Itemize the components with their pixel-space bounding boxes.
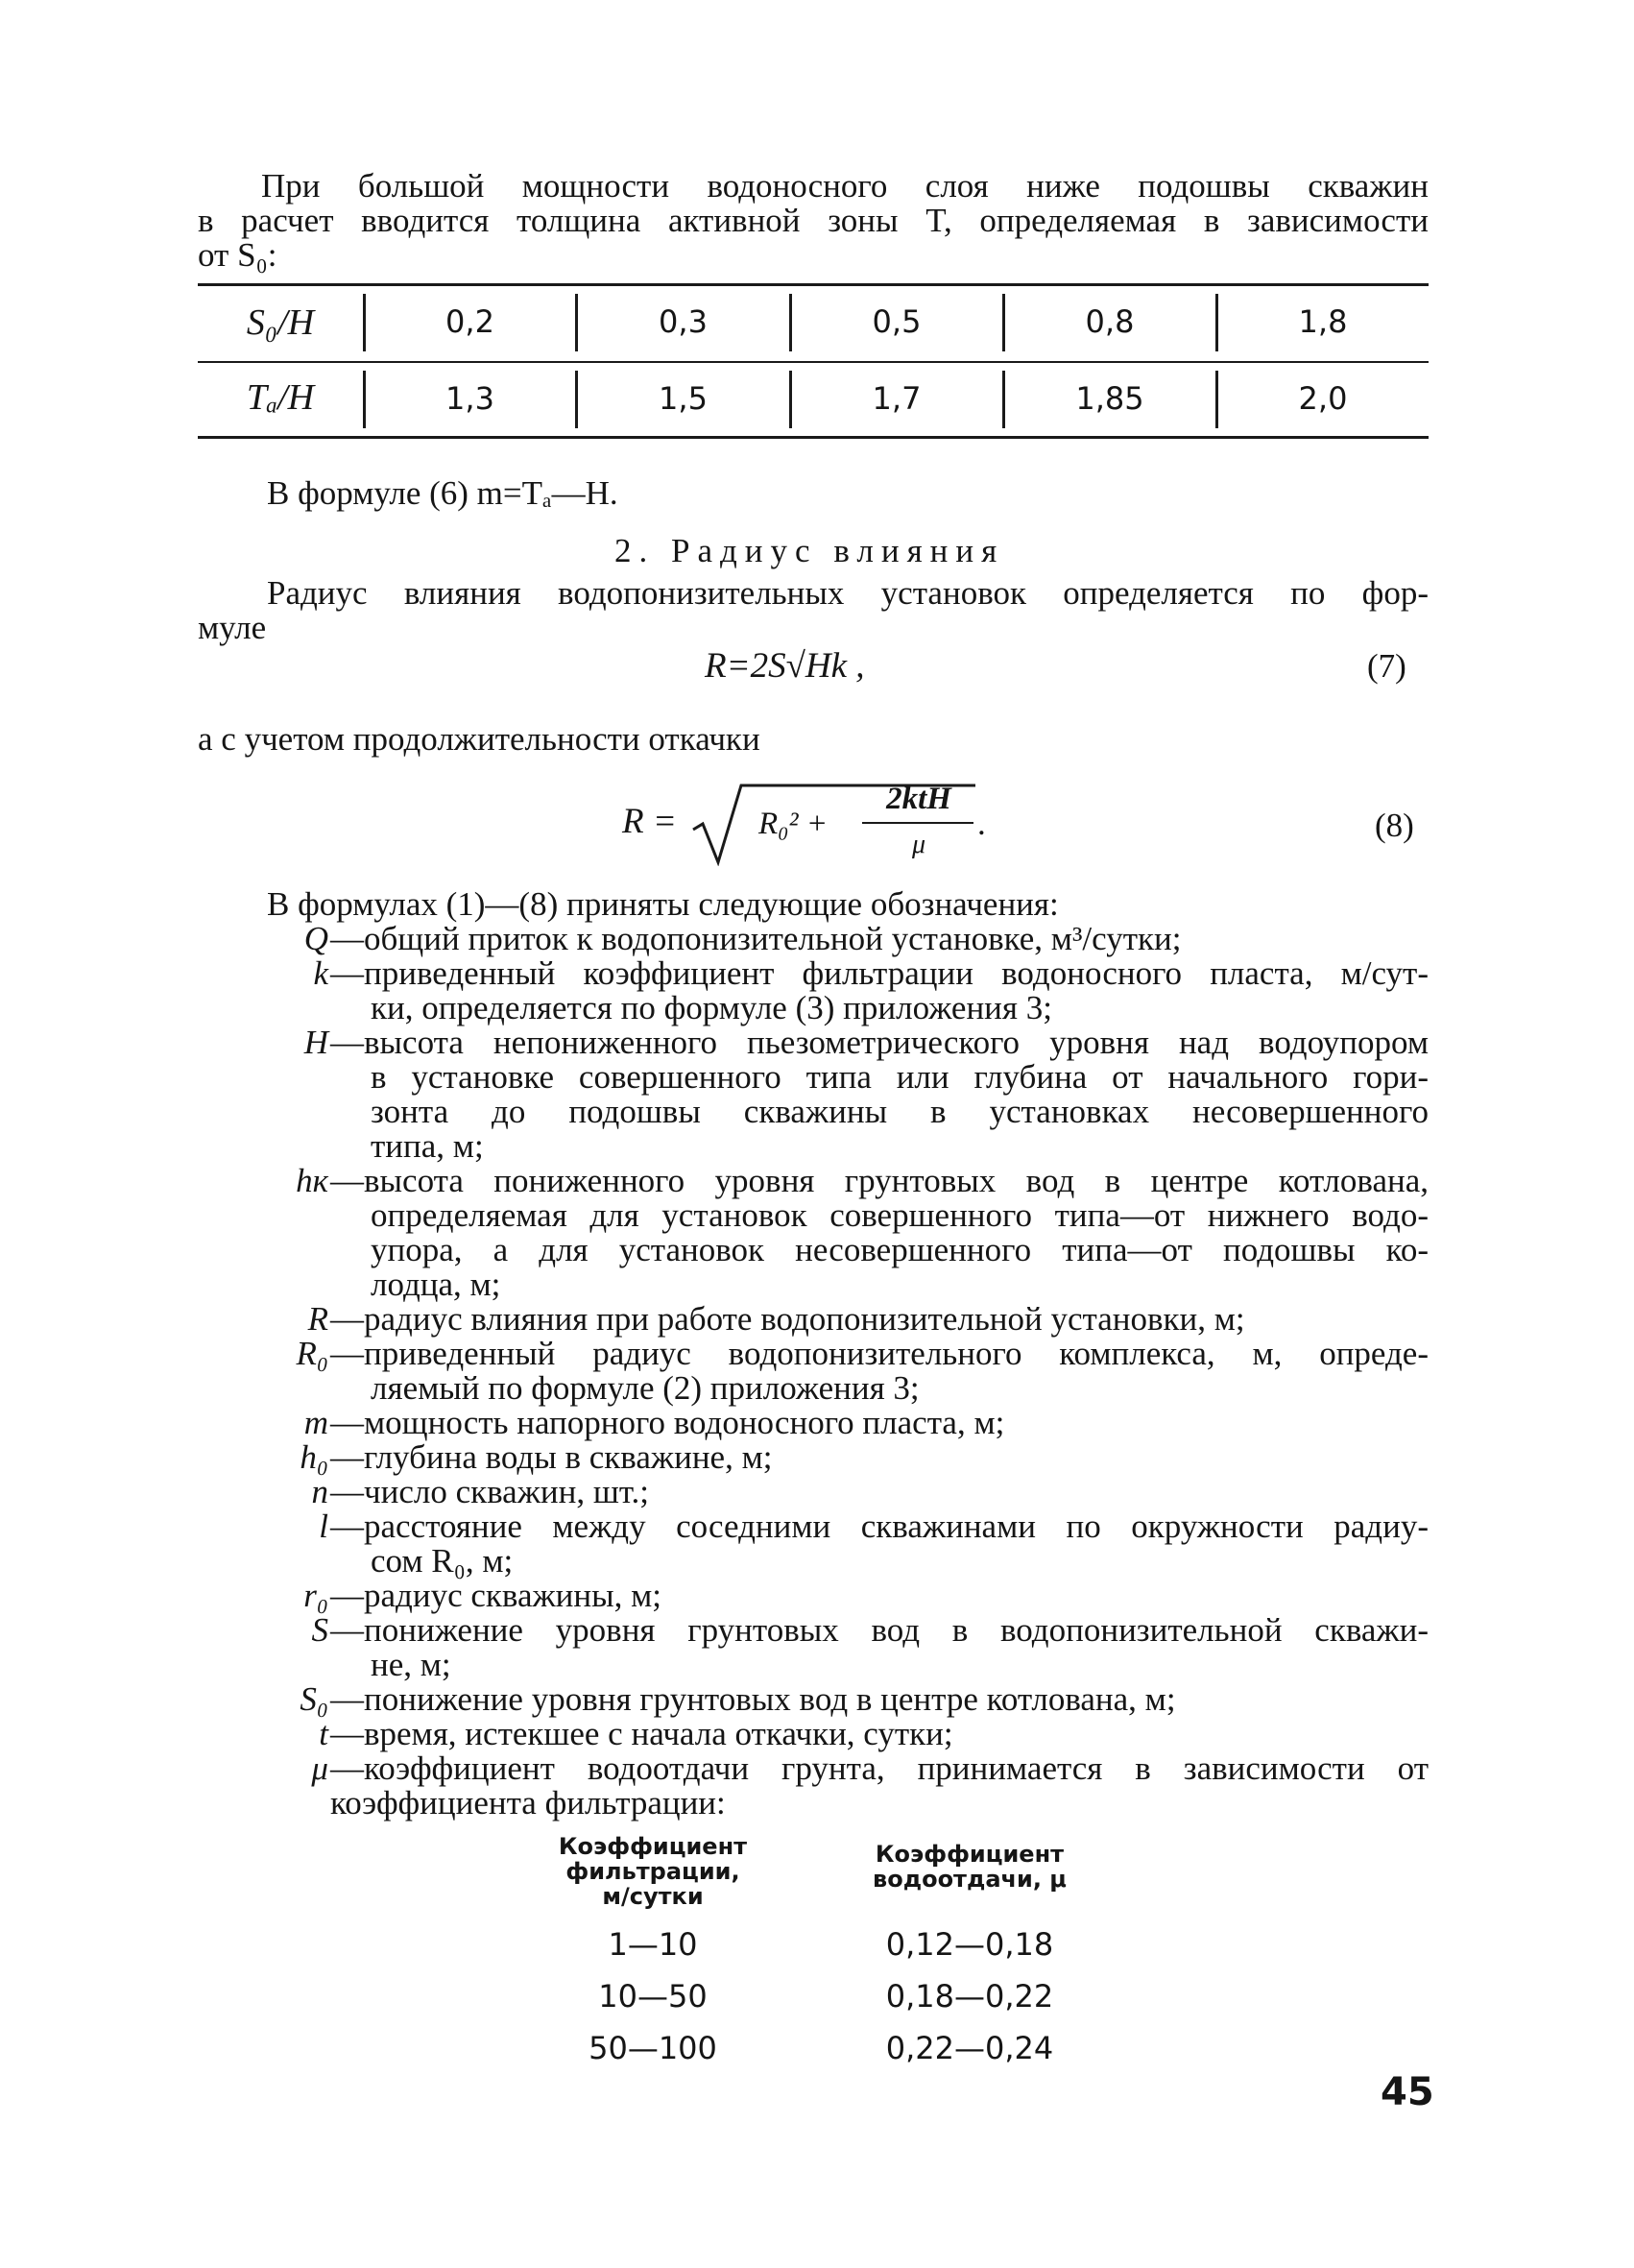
notation-text: типа, м; — [371, 1127, 484, 1165]
formula-8-dot: . — [977, 805, 986, 842]
table-cell: 1,5 — [659, 380, 708, 417]
notation-text: —время, истекшее с начала откачки, сутки; — [330, 1715, 953, 1752]
formula6-note: В формуле (6) m=Tₐ—H. — [267, 474, 618, 512]
notation-text: —понижение уровня грунтовых вод в центре котлована, м; — [330, 1680, 1176, 1718]
with-duration-text: а с учетом продолжительности откачки — [198, 720, 760, 758]
notation-text: —приведенный коэффициент фильтрации водоносного пласта, м/сут- — [330, 954, 1429, 992]
table2-col1-header-line: фильтрации, — [565, 1858, 740, 1885]
notation-text: коэффициента фильтрации: — [330, 1784, 726, 1822]
table-cell: 1,8 — [1298, 303, 1348, 340]
table-cell: 0,3 — [659, 303, 708, 340]
notation-text: —высота непониженного пьезометрического уровня над водоупором — [330, 1024, 1429, 1061]
notation-text: лодца, м; — [371, 1266, 501, 1303]
table2-cell: 10—50 — [598, 1978, 708, 2015]
table2-col2-header-line: водоотдачи, μ — [873, 1866, 1067, 1893]
notation-text: сом R₀, м; — [371, 1542, 514, 1580]
notation-text: —число скважин, шт.; — [330, 1473, 649, 1510]
table2-cell: 0,18—0,22 — [885, 1978, 1054, 2015]
notation-symbol: R₀ — [296, 1335, 328, 1372]
notation-text: —мощность напорного водоносного пласта, м; — [330, 1404, 1005, 1441]
table-cell: 0,5 — [872, 303, 922, 340]
notation-text: —коэффициент водоотдачи грунта, принимается в зависимости от — [330, 1749, 1429, 1787]
notation-text: —радиус влияния при работе водопонизительной установки, м; — [330, 1300, 1245, 1338]
table2-col1-header-line: Коэффициент — [558, 1833, 748, 1860]
formula-8-r0: R₀² + — [758, 807, 829, 841]
notation-text: зонта до подошвы скважины в установках несовершенного — [371, 1093, 1429, 1130]
notation-symbol: h₀ — [300, 1438, 328, 1476]
notation-symbol: μ — [311, 1749, 328, 1787]
fraction-bar — [862, 822, 973, 824]
notation-symbol: r₀ — [303, 1577, 328, 1614]
notation-text: ляемый по формуле (2) приложения 3; — [371, 1369, 920, 1407]
notation-symbol: n — [311, 1473, 328, 1510]
notation-symbol: hк — [296, 1162, 328, 1199]
page-number: 45 — [1381, 2070, 1434, 2114]
notation-text: —приведенный радиус водопонизительного комплекса, м, опреде- — [330, 1335, 1429, 1372]
table-row1-header: S₀/H — [246, 302, 315, 343]
notation-symbol: Q — [303, 920, 328, 957]
notation-text: упора, а для установок несовершенного типа—от подошвы ко- — [371, 1231, 1429, 1268]
table-cell: 1,3 — [445, 380, 494, 417]
notation-symbol: k — [313, 954, 328, 992]
table2-col1-header-line: м/сутки — [602, 1883, 704, 1910]
notation-text: не, м; — [371, 1646, 451, 1683]
formula-8-denominator: μ — [911, 830, 926, 859]
radius-text-line-1: Радиус влияния водопонизительных установок определяется по фор- — [267, 574, 1429, 612]
intro-line-1: При большой мощности водоносного слоя ниже подошвы скважин — [261, 167, 1429, 205]
notation-text: —расстояние между соседними скважинами по окружности радиу- — [330, 1508, 1429, 1545]
table-cell: 1,85 — [1075, 380, 1144, 417]
table2-cell: 0,22—0,24 — [885, 2030, 1054, 2066]
notation-text: —глубина воды в скважине, м; — [330, 1438, 773, 1476]
notation-text: в установке совершенного типа или глубина от начального гори- — [371, 1058, 1429, 1096]
notation-text: —радиус скважины, м; — [330, 1577, 662, 1614]
section-title: 2. Радиус влияния — [614, 532, 1005, 569]
table-row2-header: Tₐ/H — [246, 377, 315, 418]
formula-8-numerator: 2ktH — [886, 782, 951, 816]
notation-text: —общий приток к водопонизительной установке, м³/сутки; — [330, 920, 1182, 957]
table2-col2-header-line: Коэффициент — [875, 1841, 1065, 1868]
table2-cell: 0,12—0,18 — [885, 1926, 1054, 1963]
table-cell: 0,8 — [1085, 303, 1135, 340]
notation-symbol: H — [303, 1024, 328, 1061]
formula-7-number: (7) — [1367, 647, 1406, 685]
notation-text: —понижение уровня грунтовых вод в водопонизительной скважи- — [330, 1611, 1429, 1649]
notation-text: —высота пониженного уровня грунтовых вод в центре котлована, — [330, 1162, 1429, 1199]
table2-cell: 50—100 — [589, 2030, 717, 2066]
formula-7: R=2S√Hk , — [705, 646, 865, 686]
notation-symbol: t — [319, 1715, 328, 1752]
notation-intro: В формулах (1)—(8) приняты следующие обозначения: — [267, 885, 1059, 923]
notation-text: ки, определяется по формуле (3) приложения 3; — [371, 989, 1052, 1026]
table-cell: 0,2 — [445, 303, 494, 340]
notation-symbol: S — [311, 1611, 328, 1649]
notation-symbol: l — [319, 1508, 328, 1545]
formula-8-number: (8) — [1375, 807, 1414, 844]
table-cell: 2,0 — [1298, 380, 1348, 417]
notation-symbol: R — [307, 1300, 328, 1338]
formula-8-lhs: R = — [622, 802, 677, 841]
notation-text: определяемая для установок совершенного типа—от нижнего водо- — [371, 1196, 1429, 1234]
table2-cell: 1—10 — [608, 1926, 698, 1963]
table-cell: 1,7 — [872, 380, 922, 417]
intro-line-3: от S₀: — [198, 236, 277, 274]
notation-symbol: m — [303, 1404, 328, 1441]
intro-line-2: в расчет вводится толщина активной зоны T, определяемая в зависимости — [198, 202, 1429, 239]
notation-symbol: S₀ — [300, 1680, 328, 1718]
radius-text-line-2: муле — [198, 609, 267, 646]
